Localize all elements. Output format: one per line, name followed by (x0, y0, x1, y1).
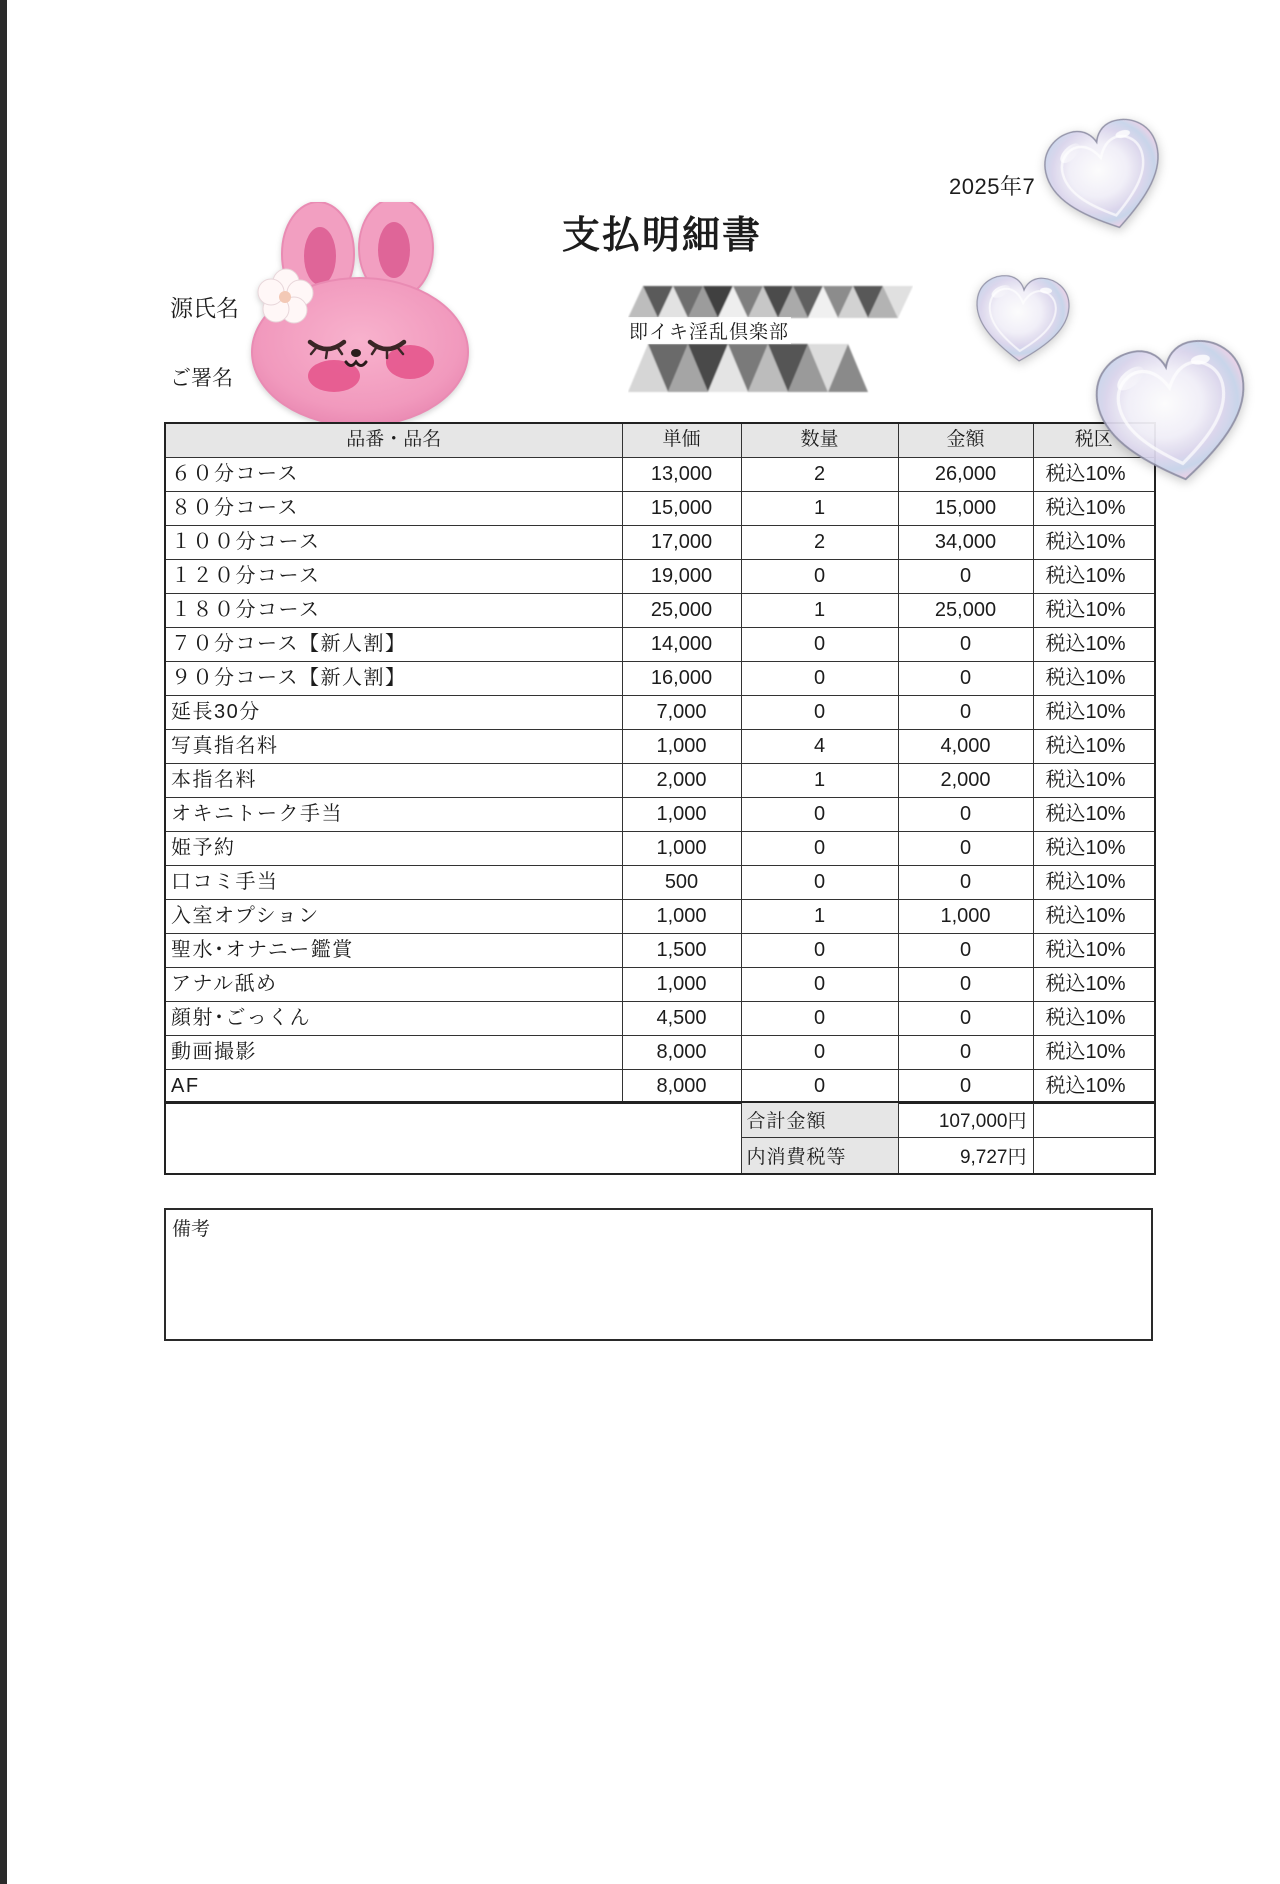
amount-cell: 26,000 (898, 457, 1033, 491)
table-row (165, 627, 1155, 661)
tax-category-cell: 税込10% (1033, 865, 1155, 899)
tax-category-cell: 税込10% (1033, 933, 1155, 967)
item-name-cell: 姫予約 (165, 831, 622, 865)
table-row (165, 797, 1155, 831)
unit-price-cell: 25,000 (622, 593, 741, 627)
amount-cell: 0 (898, 1001, 1033, 1035)
tax-category-cell: 税込10% (1033, 593, 1155, 627)
quantity-cell: 1 (741, 491, 898, 525)
item-name-cell: ６０分コース (165, 457, 622, 491)
table-body (165, 457, 1155, 1103)
item-name-cell: 写真指名料 (165, 729, 622, 763)
total-amount-value: 107,000円 (898, 1102, 1033, 1137)
totals-table (164, 1101, 1156, 1175)
amount-cell: 34,000 (898, 525, 1033, 559)
total-row (165, 1102, 1155, 1137)
unit-price-cell: 14,000 (622, 627, 741, 661)
item-name-cell: オキニトーク手当 (165, 797, 622, 831)
table-row (165, 763, 1155, 797)
issue-date: 2025年7 (949, 174, 1036, 199)
signature-label: ご署名 (170, 366, 233, 390)
item-name-cell: 顔射･ごっくん (165, 1001, 622, 1035)
tax-category-cell: 税込10% (1033, 661, 1155, 695)
unit-price-cell: 1,000 (622, 831, 741, 865)
item-name-cell: アナル舐め (165, 967, 622, 1001)
column-header-tax-category: 税区 (1033, 423, 1155, 457)
document-title: 支払明細書 (561, 213, 762, 257)
table-row (165, 967, 1155, 1001)
table-row (165, 1001, 1155, 1035)
bubble-heart-icon (1082, 325, 1266, 501)
bubble-heart-icon (969, 269, 1075, 370)
unit-price-cell: 19,000 (622, 559, 741, 593)
column-header-quantity: 数量 (741, 423, 898, 457)
unit-price-cell: 1,500 (622, 933, 741, 967)
bubble-heart-icon (1031, 104, 1181, 250)
amount-cell: 15,000 (898, 491, 1033, 525)
tax-category-cell: 税込10% (1033, 1069, 1155, 1103)
table-row (165, 491, 1155, 525)
amount-cell: 4,000 (898, 729, 1033, 763)
column-header-unit-price: 単価 (622, 423, 741, 457)
amount-cell: 0 (898, 1069, 1033, 1103)
unit-price-cell: 16,000 (622, 661, 741, 695)
table-row (165, 1035, 1155, 1069)
quantity-cell: 1 (741, 593, 898, 627)
amount-cell: 0 (898, 661, 1033, 695)
quantity-cell: 1 (741, 763, 898, 797)
amount-cell: 0 (898, 1035, 1033, 1069)
column-header-item: 品番・品名 (165, 423, 622, 457)
unit-price-cell: 1,000 (622, 797, 741, 831)
table-row (165, 661, 1155, 695)
tax-category-cell: 税込10% (1033, 525, 1155, 559)
item-name-cell: ７０分コース【新人割】 (165, 627, 622, 661)
quantity-cell: 0 (741, 1035, 898, 1069)
quantity-cell: 0 (741, 559, 898, 593)
tax-category-cell: 税込10% (1033, 967, 1155, 1001)
table-row (165, 559, 1155, 593)
tax-category-cell: 税込10% (1033, 899, 1155, 933)
unit-price-cell: 17,000 (622, 525, 741, 559)
item-name-cell: １００分コース (165, 525, 622, 559)
detail-table (164, 422, 1156, 1104)
unit-price-cell: 4,500 (622, 1001, 741, 1035)
remarks-box (164, 1208, 1153, 1341)
column-header-amount: 金額 (898, 423, 1033, 457)
unit-price-cell: 2,000 (622, 763, 741, 797)
quantity-cell: 0 (741, 1069, 898, 1103)
table-header-row (165, 423, 1155, 457)
amount-cell: 0 (898, 967, 1033, 1001)
table-row (165, 695, 1155, 729)
table-row (165, 831, 1155, 865)
quantity-cell: 4 (741, 729, 898, 763)
club-name: 即イキ淫乱倶楽部 (627, 317, 791, 344)
amount-cell: 0 (898, 797, 1033, 831)
quantity-cell: 0 (741, 865, 898, 899)
unit-price-cell: 1,000 (622, 729, 741, 763)
table-row (165, 729, 1155, 763)
table-row (165, 1069, 1155, 1103)
unit-price-cell: 7,000 (622, 695, 741, 729)
unit-price-cell: 8,000 (622, 1069, 741, 1103)
tax-category-cell: 税込10% (1033, 627, 1155, 661)
quantity-cell: 0 (741, 1001, 898, 1035)
unit-price-cell: 13,000 (622, 457, 741, 491)
name-label: 源氏名 (170, 296, 239, 322)
quantity-cell: 0 (741, 967, 898, 1001)
tax-category-cell: 税込10% (1033, 491, 1155, 525)
unit-price-cell: 8,000 (622, 1035, 741, 1069)
table-row (165, 593, 1155, 627)
tax-category-cell: 税込10% (1033, 831, 1155, 865)
total-amount-label: 合計金額 (741, 1102, 898, 1137)
item-name-cell: 聖水･オナニー鑑賞 (165, 933, 622, 967)
totals-blank-cell (165, 1102, 741, 1174)
tax-category-cell: 税込10% (1033, 763, 1155, 797)
amount-cell: 1,000 (898, 899, 1033, 933)
tax-category-cell: 税込10% (1033, 1035, 1155, 1069)
item-name-cell: 本指名料 (165, 763, 622, 797)
item-name-cell: 口コミ手当 (165, 865, 622, 899)
remarks-label: 備考 (172, 1218, 211, 1240)
total-empty-cell (1033, 1102, 1155, 1137)
item-name-cell: 入室オプション (165, 899, 622, 933)
unit-price-cell: 1,000 (622, 967, 741, 1001)
item-name-cell: AF (165, 1069, 622, 1103)
tax-category-cell: 税込10% (1033, 1001, 1155, 1035)
item-name-cell: ８０分コース (165, 491, 622, 525)
item-name-cell: １８０分コース (165, 593, 622, 627)
tax-category-cell: 税込10% (1033, 559, 1155, 593)
viewer-edge-strip (0, 0, 7, 1884)
table-row (165, 933, 1155, 967)
quantity-cell: 0 (741, 933, 898, 967)
tax-empty-cell (1033, 1137, 1155, 1174)
quantity-cell: 2 (741, 525, 898, 559)
amount-cell: 0 (898, 831, 1033, 865)
tax-category-cell: 税込10% (1033, 457, 1155, 491)
tax-category-cell: 税込10% (1033, 797, 1155, 831)
item-name-cell: 動画撮影 (165, 1035, 622, 1069)
tax-category-cell: 税込10% (1033, 729, 1155, 763)
quantity-cell: 1 (741, 899, 898, 933)
table-row (165, 865, 1155, 899)
quantity-cell: 2 (741, 457, 898, 491)
amount-cell: 0 (898, 933, 1033, 967)
quantity-cell: 0 (741, 627, 898, 661)
amount-cell: 2,000 (898, 763, 1033, 797)
amount-cell: 25,000 (898, 593, 1033, 627)
item-name-cell: 延長30分 (165, 695, 622, 729)
table-row (165, 457, 1155, 491)
item-name-cell: ９０分コース【新人割】 (165, 661, 622, 695)
quantity-cell: 0 (741, 661, 898, 695)
bunny-sticker-icon (250, 202, 470, 428)
amount-cell: 0 (898, 627, 1033, 661)
tax-category-cell: 税込10% (1033, 695, 1155, 729)
consumption-tax-value: 9,727円 (898, 1137, 1033, 1174)
item-name-cell: １２０分コース (165, 559, 622, 593)
unit-price-cell: 15,000 (622, 491, 741, 525)
unit-price-cell: 500 (622, 865, 741, 899)
table-row (165, 899, 1155, 933)
amount-cell: 0 (898, 865, 1033, 899)
amount-cell: 0 (898, 695, 1033, 729)
quantity-cell: 0 (741, 695, 898, 729)
table-row (165, 525, 1155, 559)
consumption-tax-label: 内消費税等 (741, 1137, 898, 1174)
quantity-cell: 0 (741, 797, 898, 831)
amount-cell: 0 (898, 559, 1033, 593)
unit-price-cell: 1,000 (622, 899, 741, 933)
quantity-cell: 0 (741, 831, 898, 865)
